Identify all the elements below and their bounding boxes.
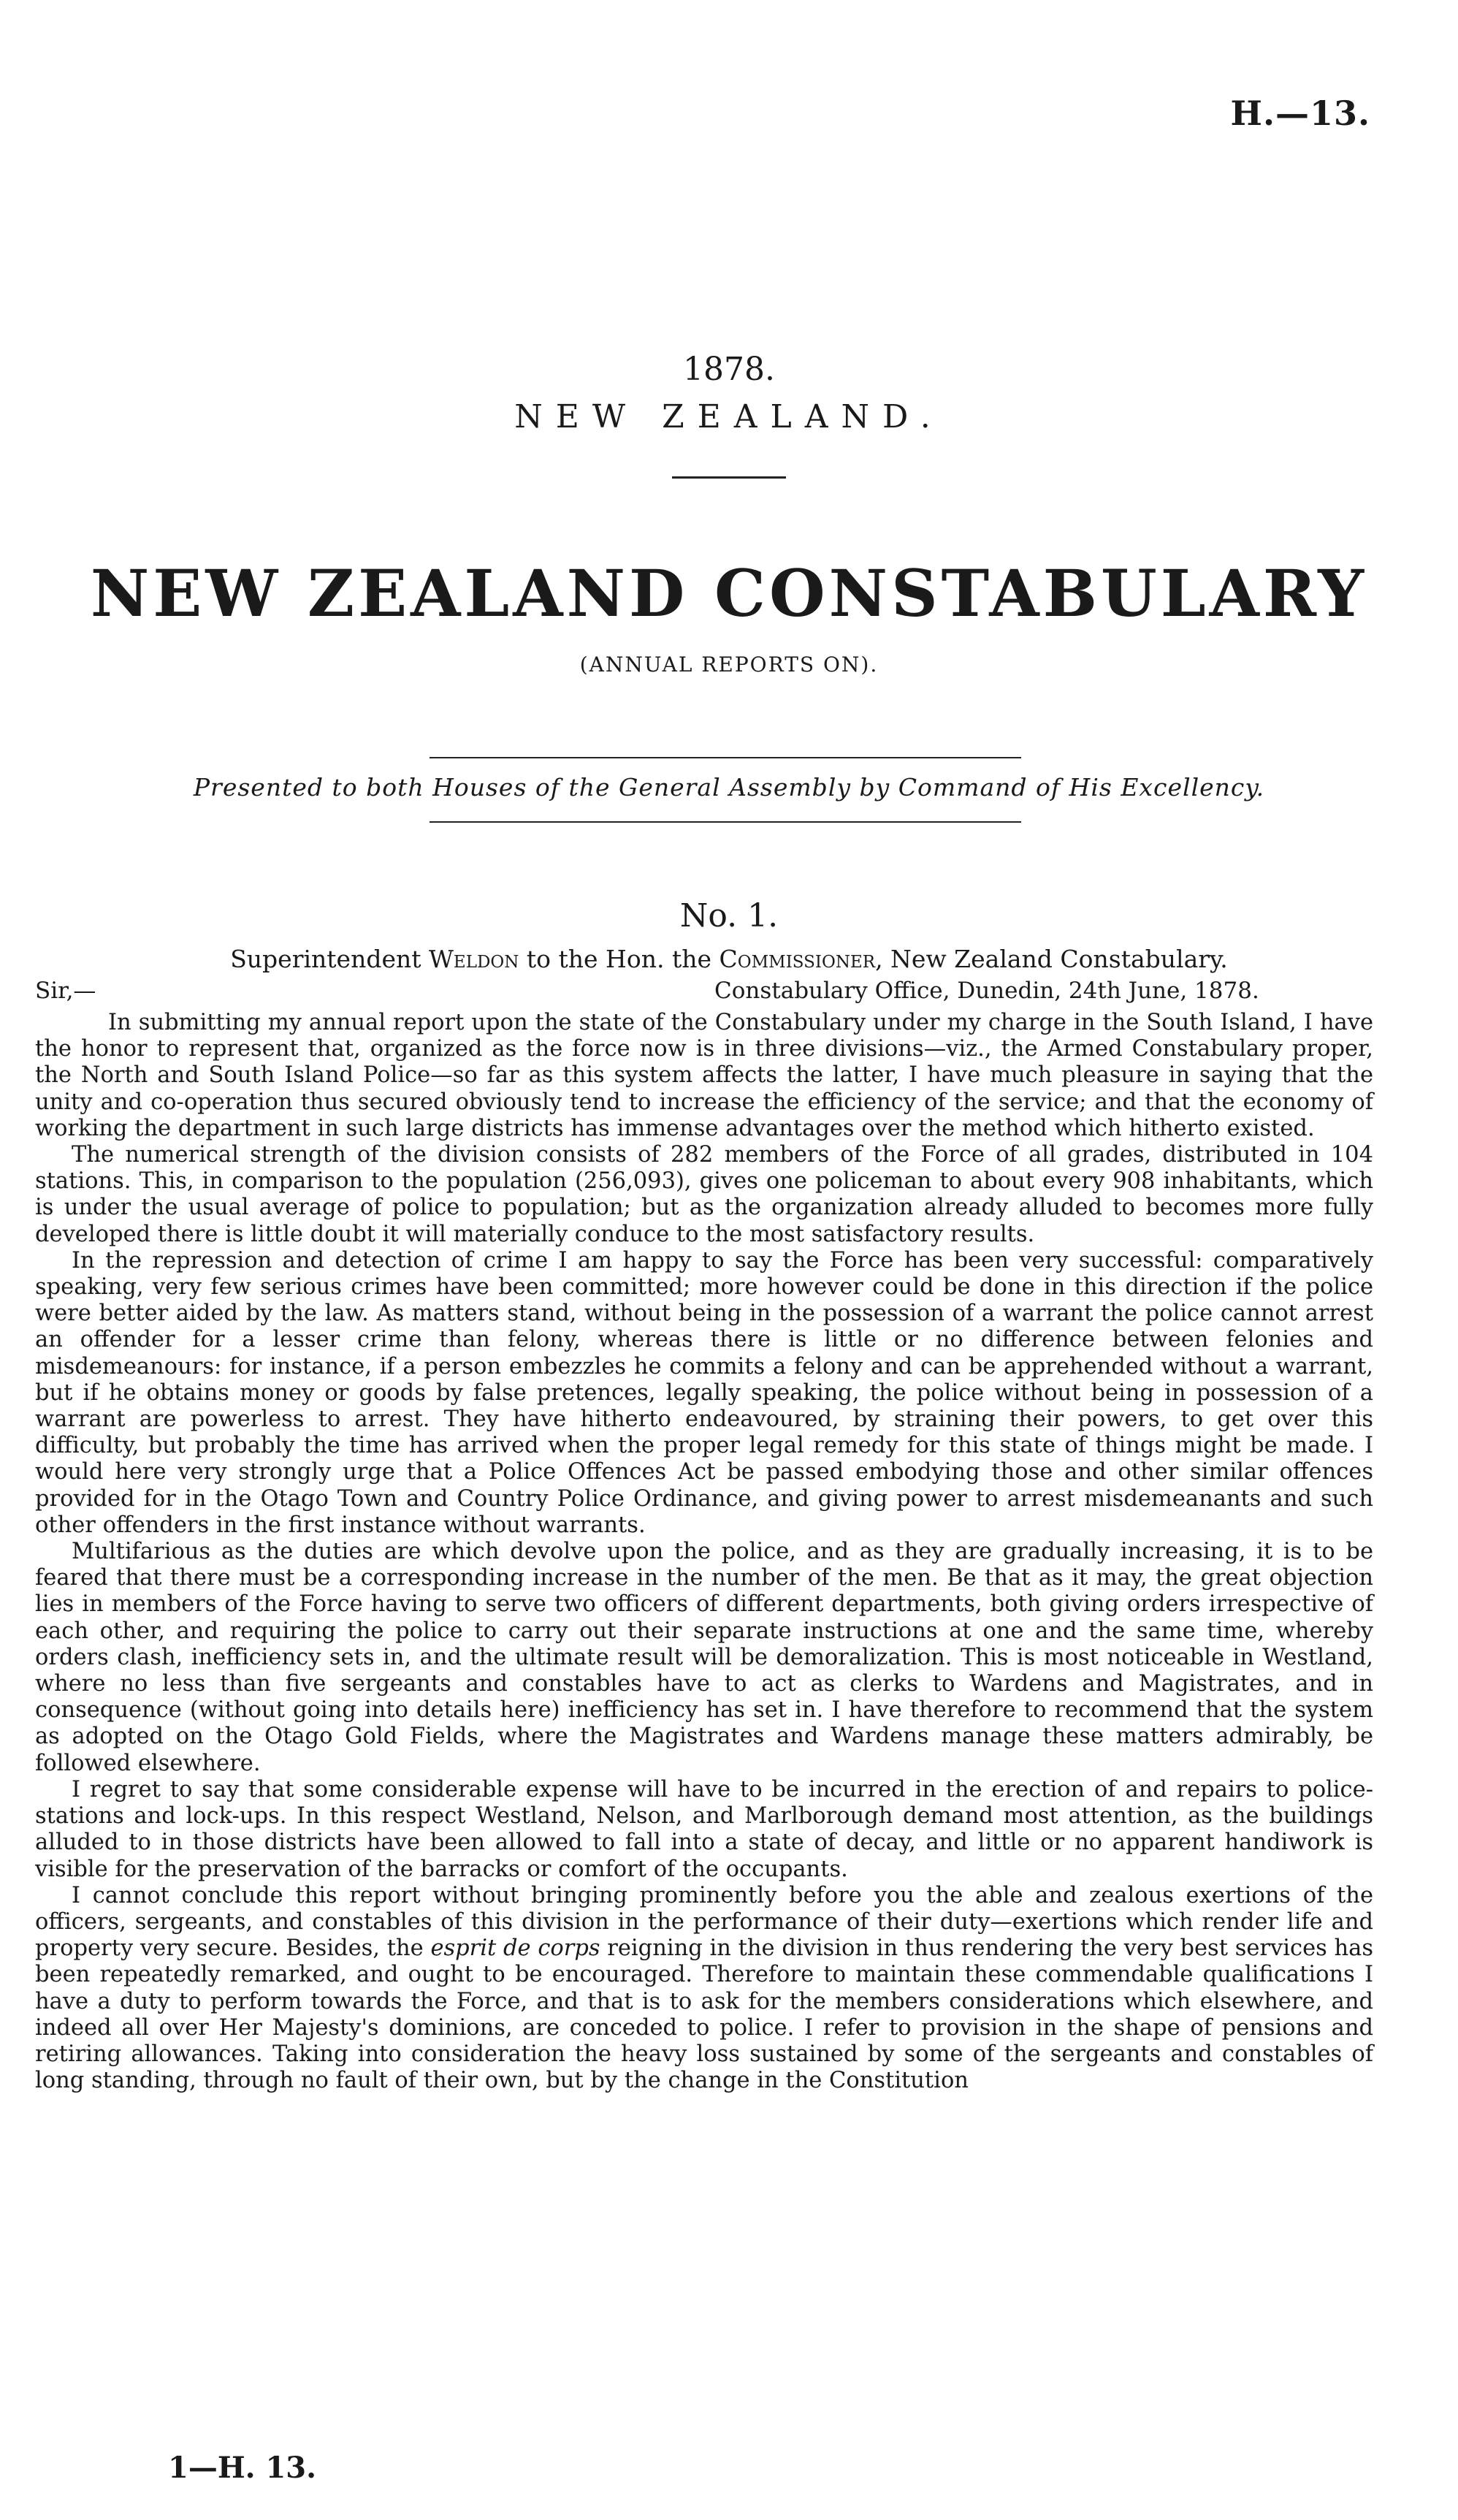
- year: 1878.: [683, 351, 775, 388]
- document-subtitle: (ANNUAL REPORTS ON).: [579, 652, 879, 677]
- paragraph-text: I cannot conclude this report without bringing prominently before you the able and zealous exertions of the officers, sergeants, and constables of this division in the performance of their duty—exertions which render life and property very secure. Besides, the: [35, 1882, 1373, 1962]
- letter-body: [35, 1010, 1373, 2094]
- paper-code: H.—13.: [1230, 94, 1370, 133]
- paragraph: [35, 1883, 1373, 2095]
- paragraph: The numerical strength of the division consists of 282 members of the Force of all grades, distributed in 104 stations. This, in comparison to the population (256,093), gives one policeman to about every 908 inhabitants, which is under the usual average of police to population; but as the organization already alluded to becomes more fully developed there is little doubt it will materially conduce to the most satisfactory results.: [35, 1142, 1373, 1247]
- letter-number: No. 1.: [679, 897, 779, 934]
- document-title: NEW ZEALAND CONSTABULARY: [90, 555, 1368, 631]
- recipient-post: , New Zealand Constabulary.: [875, 945, 1228, 973]
- divider-rule: [430, 821, 1021, 823]
- letter-address: [0, 945, 1458, 973]
- paragraph: In submitting my annual report upon the state of the Constabulary under my charge in the South Island, I have the honor to represent that, organized as the force now is in three divisions—viz., the Armed Constabulary proper, the North and South Island Police—so far as this system affects the latter, I have much pleasure in saying that the unity and co-operation thus secured obviously tend to increase the efficiency of the service; and that the economy of working the department in such large districts has immense advantages over the method which hitherto existed.: [35, 1010, 1373, 1141]
- italic-phrase: esprit de corps: [430, 1935, 600, 1962]
- presented-line: Presented to both Houses of the General Assembly by Command of His Excellency.: [193, 773, 1265, 802]
- paragraph: I regret to say that some considerable expense will have to be incurred in the erection of and repairs to police-stations and lock-ups. In this respect Westland, Nelson, and Marlborough demand most attention, as the buildings alluded to in those districts have been allowed to fall into a state of decay, and little or no apparent handiwork is visible for the preservation of the barracks or comfort of the occupants.: [35, 1776, 1373, 1882]
- recipient-pre: to the Hon. the: [526, 945, 711, 973]
- sender-title: Superintendent: [230, 945, 421, 973]
- sender-name: Weldon: [429, 945, 519, 973]
- recipient-title: Commissioner: [719, 945, 876, 973]
- place-date: Constabulary Office, Dunedin, 24th June, 1878.: [714, 978, 1259, 1004]
- paragraph: Multifarious as the duties are which devolve upon the police, and as they are gradually increasing, it is to be feared that there must be a corresponding increase in the number of the men. Be that as it may, the great objection lies in members of the Force having to serve two officers of different departments, both giving orders irrespective of each other, and requiring the police to carry out their separate instructions at one and the same time, whereby orders clash, inefficiency sets in, and the ultimate result will be demoralization. This is most noticeable in Westland, where no less than five sergeants and constables have to act as clerks to Wardens and Magistrates, and in consequence (without going into details here) inefficiency has set in. I have therefore to recommend that the system as adopted on the Otago Gold Fields, where the Magistrates and Wardens manage these matters admirably, be followed elsewhere.: [35, 1539, 1373, 1776]
- salutation: Sir,—: [35, 978, 96, 1004]
- divider-rule: [672, 476, 786, 479]
- country-heading: NEW ZEALAND.: [514, 398, 944, 435]
- paragraph-text: reigning in the division in thus rendering the very best services has been repeatedly remarked, and ought to be encouraged. Therefore to maintain these commendable qualifications I have a duty to perform towards the Force, and that is to ask for the members considerations which elsewhere, and indeed all over Her Majesty's dominions, are conceded to police. I refer to provision in the shape of pensions and retiring allowances. Taking into consideration the heavy loss sustained by some of the sergeants and constables of long standing, through no fault of their own, but by the change in the Constitution: [35, 1935, 1373, 2094]
- page-signature: 1—H. 13.: [168, 2451, 317, 2485]
- paragraph: In the repression and detection of crime I am happy to say the Force has been very successful: comparatively speaking, very few serious crimes have been committed; more however could be done in this direction if the police were better aided by the law. As matters stand, without being in the possession of a warrant the police cannot arrest an offender for a lesser crime than felony, whereas there is little or no difference between felonies and misdemeanours: for instance, if a person embezzles he commits a felony and can be apprehended without a warrant, but if he obtains money or goods by false pretences, legally speaking, the police without being in possession of a warrant are powerless to arrest. They have hitherto endeavoured, by straining their powers, to get over this difficulty, but probably the time has arrived when the proper legal remedy for this state of things might be made. I would here very strongly urge that a Police Offences Act be passed embodying those and other similar offences provided for in the Otago Town and Country Police Ordinance, and giving power to arrest misdemeanants and such other offenders in the first instance without warrants.: [35, 1247, 1373, 1538]
- divider-rule: [430, 757, 1021, 758]
